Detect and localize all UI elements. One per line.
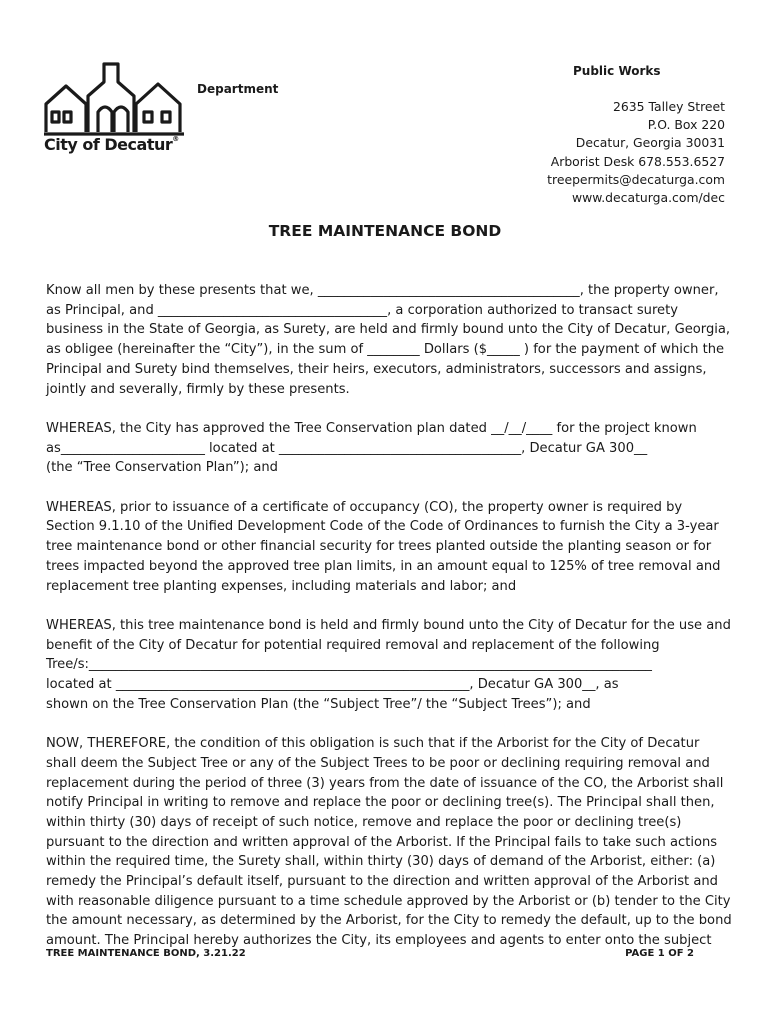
text-line: located at ______________________________________________________, Decatur GA 300__, as <box>46 677 619 693</box>
document-title: TREE MAINTENANCE BOND <box>268 222 502 240</box>
text-line: WHEREAS, this tree maintenance bond is held and firmly bound unto the City of Decatur for the use and <box>46 617 731 633</box>
text-line: replacement tree planting expenses, including materials and labor; and <box>46 578 517 594</box>
text-line: replacement during the period of three (3) years from the date of issuance of the CO, the Arborist shall <box>46 775 724 791</box>
text-line: as obligee (hereinafter the “City”), in the sum of ________ Dollars ($_____ ) for the payment of which the <box>46 342 725 358</box>
text-line: trees impacted beyond the approved tree plan limits, in an amount equal to 125% of tree removal and <box>46 558 721 574</box>
address-po-box: P.O. Box 220 <box>647 117 725 133</box>
text-line: business in the State of Georgia, as Surety, are held and firmly bound unto the City of Decatur, Georgia, <box>46 322 731 338</box>
text-line: amount. The Principal hereby authorizes the City, its employees and agents to enter onto the subject <box>46 933 712 949</box>
website-link[interactable]: www.decaturga.com/dec <box>571 190 725 206</box>
paragraph-whereas-bond <box>46 616 731 715</box>
text-line: shown on the Tree Conservation Plan (the “Subject Tree”/ the “Subject Trees”); and <box>46 696 591 712</box>
text-line: with reasonable diligence pursuant to a time schedule approved by the Arborist or (b) tender to the City <box>46 893 731 909</box>
text-line: notify Principal in writing to remove and replace the poor or declining tree(s). The Principal shall then, <box>46 795 715 811</box>
text-line: the amount necessary, as determined by the Arborist, for the City to remedy the default, up to the bond <box>46 913 732 929</box>
document-body <box>46 281 732 971</box>
text-line: pursuant to the direction and written approval of the Arborist. If the Principal fails to take such actions <box>46 834 718 850</box>
text-line: tree maintenance bond or other financial security for trees planted outside the planting season or for <box>46 539 712 555</box>
house-skyline-icon <box>44 60 184 138</box>
text-line: NOW, THEREFORE, the condition of this obligation is such that if the Arborist for the City of Decatur <box>46 736 700 752</box>
city-of-decatur-logo <box>44 60 184 160</box>
footer-document-id: TREE MAINTENANCE BOND, 3.21.22 <box>46 948 246 959</box>
text-line: (the “Tree Conservation Plan”); and <box>46 460 278 476</box>
text-line: Tree/s:______________________________________________________________________________________ <box>46 657 652 673</box>
contact-address-block <box>547 98 725 207</box>
department-name-line1: Public Works <box>573 64 661 78</box>
address-city: Decatur, Georgia 30031 <box>575 135 725 151</box>
text-line: WHEREAS, the City has approved the Tree Conservation plan dated __/__/____ for the project known <box>46 420 697 436</box>
text-line: within the required time, the Surety shall, within thirty (30) days of demand of the Arborist, either: (a) <box>46 854 716 870</box>
text-line: Know all men by these presents that we, ________________________________________, the property owner, <box>46 283 719 298</box>
text-line: within thirty (30) days of receipt of such notice, remove and replace the poor or declining tree(s) <box>46 814 682 830</box>
paragraph-whereas-co <box>46 498 726 597</box>
text-line: Principal and Surety bind themselves, their heirs, executors, administrators, successors and assigns, <box>46 361 707 377</box>
paragraph-now-therefore <box>46 734 732 951</box>
logo-text: City of Decatur® <box>44 135 179 154</box>
contact-email: treepermits@decaturga.com <box>547 171 725 187</box>
department-name-line2: Department <box>197 82 279 96</box>
text-line: jointly and severally, firmly by these presents. <box>46 381 350 397</box>
text-line: remedy the Principal’s default itself, pursuant to the direction and written approval of the Arborist and <box>46 874 718 890</box>
page-number: PAGE 1 OF 2 <box>625 948 694 959</box>
text-line: Section 9.1.10 of the Unified Development Code of the Code of Ordinances to furnish the City a 3-year <box>46 519 719 535</box>
text-line: benefit of the City of Decatur for potential required removal and replacement of the following <box>46 637 660 653</box>
paragraph-whereas-plan <box>46 419 726 478</box>
text-line: as______________________ located at _____________________________________, Decatur GA 300__ <box>46 440 648 456</box>
address-street: 2635 Talley Street <box>612 99 725 114</box>
text-line: shall deem the Subject Tree or any of the Subject Trees to be poor or declining requiring removal and <box>46 755 710 771</box>
text-line: WHEREAS, prior to issuance of a certificate of occupancy (CO), the property owner is required by <box>46 499 683 515</box>
arborist-phone: Arborist Desk 678.553.6527 <box>550 153 725 169</box>
text-line: as Principal, and ___________________________________, a corporation authorized to transact surety <box>46 302 678 318</box>
paragraph-know-all-men <box>46 281 731 399</box>
